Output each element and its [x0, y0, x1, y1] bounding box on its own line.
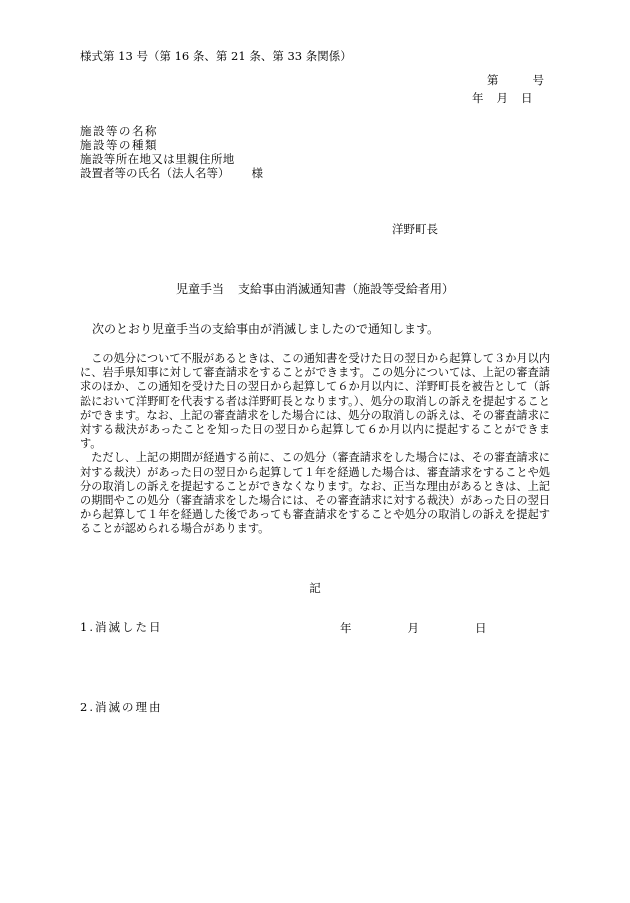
form-number: 様式第 13 号（第 16 条、第 21 条、第 33 条関係） — [80, 49, 352, 63]
facility-address-label: 施設等所在地又は里親住所地 — [80, 152, 235, 166]
extinction-month: 月 — [407, 621, 419, 635]
facility-type-line — [80, 138, 263, 152]
intro-text: 次のとおり児童手当の支給事由が消滅しましたので通知します。 — [92, 322, 440, 336]
ki-heading: 記 — [309, 581, 321, 595]
doc-number — [487, 73, 544, 87]
doc-date — [472, 91, 533, 105]
appeal-paragraph-1: この処分について不服があるときは、この通知書を受けた日の翌日から起算して３か月以内に、岩手県知事に対して審査請求をすることができます。この処分については、上記の審査請求のほか、この通知を受けた日の翌日から起算して６か月以内に、洋野町長を被告として（訴訟において洋野町を代表する者は洋野町長となります。）、処分の取消しの訴えを提起することができます。なお、上記の審査請求をした場合には、処分の取消しの訴えは、その審査請求に対する裁決があったことを知った日の翌日から起算して６か月以内に提起することができます。 — [80, 352, 550, 451]
title-part1: 児童手当 — [175, 282, 224, 296]
appeal-notice — [80, 352, 550, 537]
operator-name-label: 設置者等の氏名（法人名等） — [80, 166, 230, 180]
title-part2: 支給事由消滅通知書（施設等受給者用） — [238, 282, 455, 296]
operator-name-line — [80, 166, 263, 180]
extinction-year: 年 — [340, 621, 352, 635]
honorific: 様 — [251, 166, 263, 180]
facility-type-label: 施設等の種類 — [80, 138, 158, 152]
doc-date-day: 日 — [521, 91, 533, 105]
extinction-date-fields — [340, 620, 487, 636]
facility-address-line — [80, 152, 263, 166]
facility-name-label: 施設等の名称 — [80, 124, 158, 138]
doc-number-dai: 第 — [487, 73, 499, 87]
reason-label: 2.消滅の理由 — [80, 700, 163, 714]
extinction-date-label: 1.消滅した日 — [80, 620, 163, 634]
document-title — [0, 282, 630, 296]
recipient-block — [80, 124, 263, 180]
facility-name-line — [80, 124, 263, 138]
appeal-paragraph-2: ただし、上記の期間が経過する前に、この処分（審査請求をした場合には、その審査請求に対する裁決）があった日の翌日から起算して１年を経過した場合は、審査請求をすることや処分の取消しの訴えを提起することができなくなります。なお、正当な理由があるときは、上記の期間やこの処分（審査請求をした場合には、その審査請求に対する裁決）があった日の翌日から起算して１年を経過した後であっても審査請求をすることや処分の取消しの訴えを提起することが認められる場合があります。 — [80, 451, 550, 536]
sender-name: 洋野町長 — [392, 222, 438, 236]
doc-date-month: 月 — [496, 91, 508, 105]
doc-date-year: 年 — [472, 91, 484, 105]
extinction-day: 日 — [475, 621, 487, 635]
doc-number-gou: 号 — [532, 73, 544, 87]
